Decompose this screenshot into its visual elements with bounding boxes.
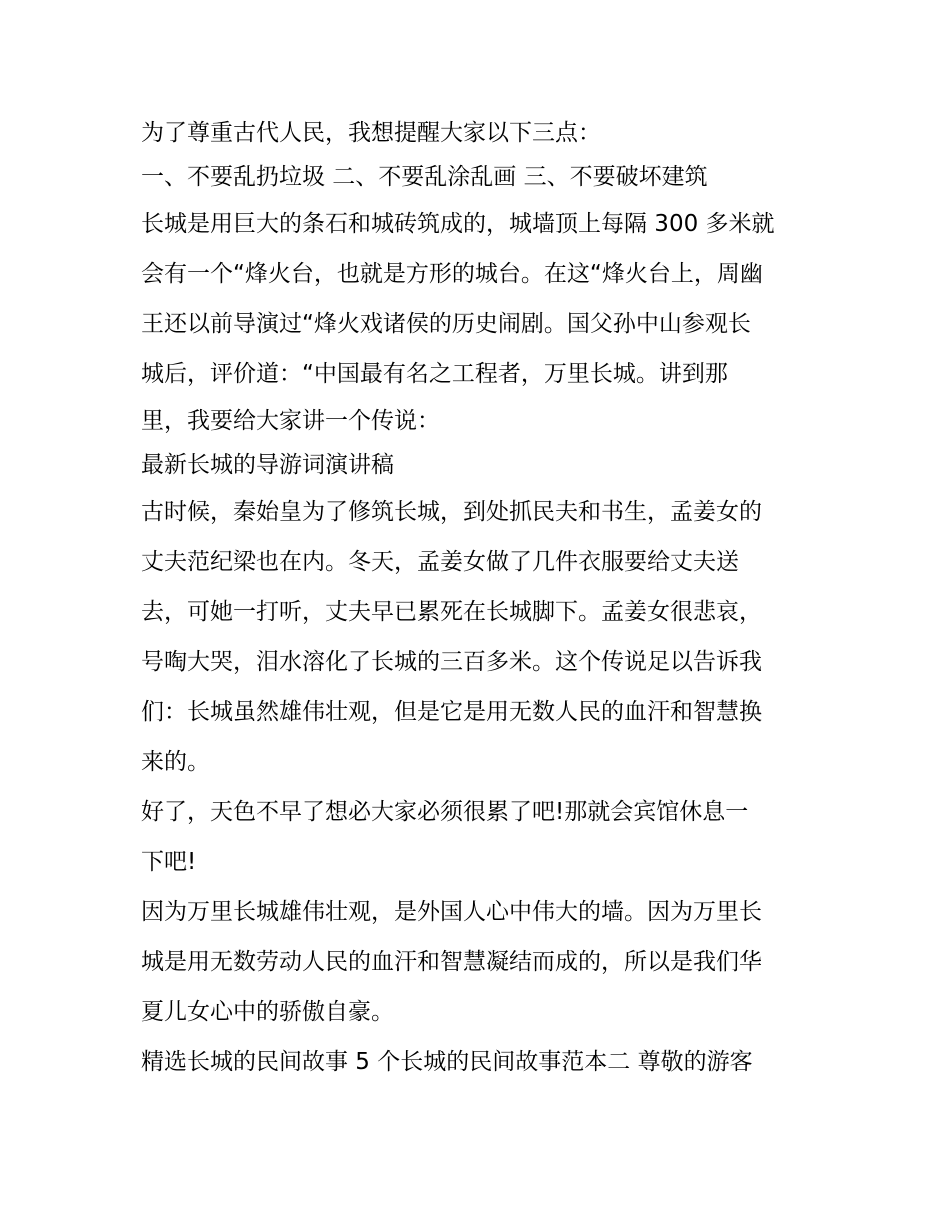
text-line: 精选长城的民间故事 5 个长城的民间故事范本二 尊敬的游客 xyxy=(141,1049,753,1075)
text-line: 王还以前导演过“烽火戏诸侯的历史闹剧。国父孙中山参观长 xyxy=(141,311,751,337)
text-line: 长城是用巨大的条石和城砖筑成的，城墙顶上每隔 300 多米就 xyxy=(141,211,775,237)
text-line: 为了尊重古代人民，我想提醒大家以下三点： xyxy=(141,120,601,146)
text-line: 们：长城虽然雄伟壮观，但是它是用无数人民的血汗和智慧换 xyxy=(141,699,762,725)
text-line: 城后，评价道：“中国最有名之工程者，万里长城。讲到那 xyxy=(141,361,728,387)
text-line: 来的。 xyxy=(141,749,210,775)
text-line: 好了，天色不早了想必大家必须很累了吧!那就会宾馆休息一 xyxy=(141,799,749,825)
text-line: 号啕大哭，泪水溶化了长城的三百多米。这个传说足以告诉我 xyxy=(141,649,762,675)
text-line: 一、不要乱扔垃圾 二、不要乱涂乱画 三、不要破坏建筑 xyxy=(141,164,708,190)
section-heading: 最新长城的导游词演讲稿 xyxy=(141,452,394,478)
text-line: 城是用无数劳动人民的血汗和智慧凝结而成的，所以是我们华 xyxy=(141,949,762,975)
text-line: 因为万里长城雄伟壮观，是外国人心中伟大的墙。因为万里长 xyxy=(141,899,762,925)
text-line: 会有一个“烽火台，也就是方形的城台。在这“烽火台上，周幽 xyxy=(141,261,763,287)
text-line: 丈夫范纪梁也在内。冬天，孟姜女做了几件衣服要给丈夫送 xyxy=(141,549,739,575)
text-line: 里，我要给大家讲一个传说： xyxy=(141,408,440,434)
text-line: 去，可她一打听，丈夫早已累死在长城脚下。孟姜女很悲哀， xyxy=(141,599,762,625)
text-line: 古时候，秦始皇为了修筑长城，到处抓民夫和书生，孟姜女的 xyxy=(141,499,762,525)
text-line: 下吧! xyxy=(141,849,197,875)
document-body xyxy=(141,111,821,1087)
text-line: 夏儿女心中的骄傲自豪。 xyxy=(141,999,394,1025)
